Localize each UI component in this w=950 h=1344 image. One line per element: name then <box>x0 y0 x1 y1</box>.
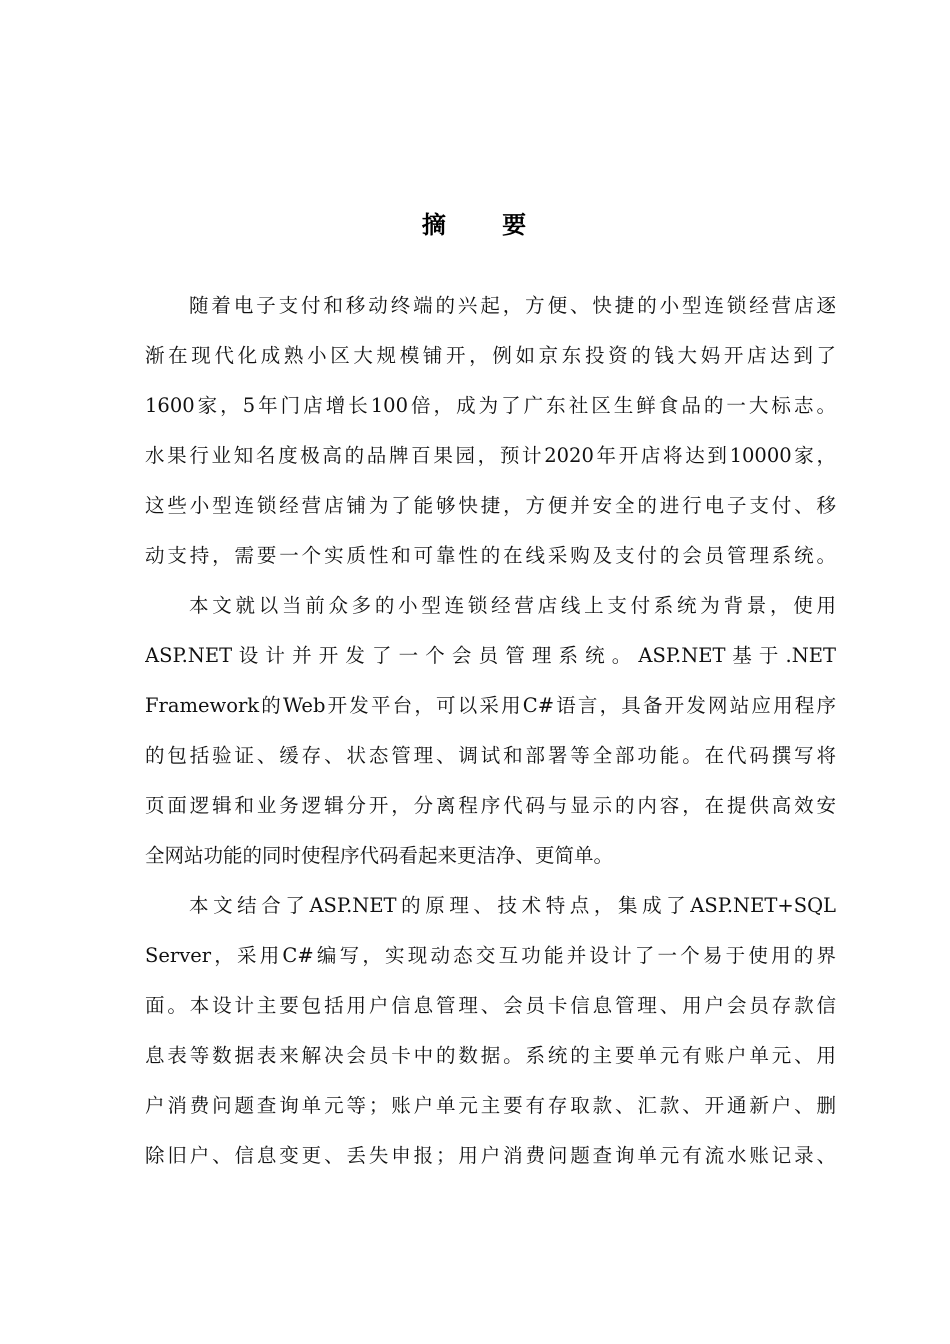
paragraph-line: 1600家，5年门店增长100倍，成为了广东社区生鲜食品的一大标志。 <box>145 394 836 417</box>
paragraph-line: 水果行业知名度极高的品牌百果园，预计2020年开店将达到10000家， <box>145 444 836 467</box>
paragraph-line: Server，采用C#编写，实现动态交互功能并设计了一个易于使用的界 <box>145 944 836 967</box>
paragraph-line: 这些小型连锁经营店铺为了能够快捷，方便并安全的进行电子支付、移 <box>145 494 836 517</box>
paragraph-line: 本文结合了ASP.NET的原理、技术特点，集成了ASP.NET+SQL <box>189 894 836 917</box>
paragraph-line: 渐在现代化成熟小区大规模铺开，例如京东投资的钱大妈开店达到了 <box>145 344 836 367</box>
paragraph-line: 户消费问题查询单元等；账户单元主要有存取款、汇款、开通新户、删 <box>145 1094 836 1117</box>
paragraph-line: 全网站功能的同时使程序代码看起来更洁净、更简单。 <box>145 844 614 867</box>
abstract-title: 摘 要 <box>421 211 551 239</box>
paragraph-line: Framework的Web开发平台，可以采用C#语言，具备开发网站应用程序 <box>145 694 836 717</box>
paragraph-line: 息表等数据表来解决会员卡中的数据。系统的主要单元有账户单元、用 <box>145 1044 836 1067</box>
paragraph-line: ASP.NET 设 计 并 开 发 了 一 个 会 员 管 理 系 统 。 ASP.NET 基 于 .NET <box>145 644 836 667</box>
paragraph-line: 动支持，需要一个实质性和可靠性的在线采购及支付的会员管理系统。 <box>145 544 836 567</box>
paragraph-line: 的包括验证、缓存、状态管理、调试和部署等全部功能。在代码撰写将 <box>145 744 836 767</box>
paragraph-line: 随着电子支付和移动终端的兴起，方便、快捷的小型连锁经营店逐 <box>189 294 836 317</box>
paragraph-line: 除旧户、信息变更、丢失申报；用户消费问题查询单元有流水账记录、 <box>145 1144 836 1167</box>
paragraph-line: 页面逻辑和业务逻辑分开，分离程序代码与显示的内容，在提供高效安 <box>145 794 836 817</box>
paragraph-line: 面。本设计主要包括用户信息管理、会员卡信息管理、用户会员存款信 <box>145 994 836 1017</box>
paragraph-line: 本文就以当前众多的小型连锁经营店线上支付系统为背景，使用 <box>189 594 836 617</box>
